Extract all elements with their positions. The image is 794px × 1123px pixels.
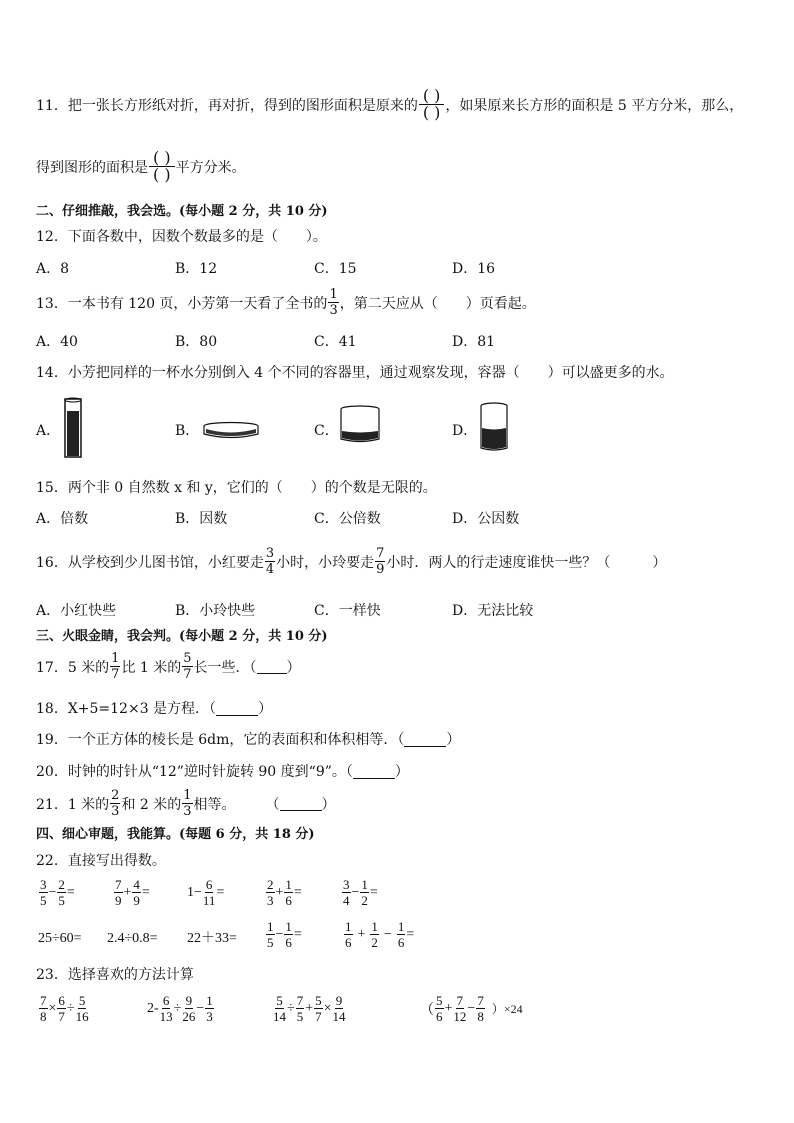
q22-stem: 22．直接写出得数。 <box>36 853 166 869</box>
q11-answer-fraction-2[interactable]: $\frac{( )}{( )}$ <box>149 150 175 183</box>
q11-text-1: 11．把一张长方形纸对折，再对折，得到的图形面积是原来的 <box>36 97 418 114</box>
q14-option-a[interactable]: A． <box>36 423 61 439</box>
q17-text-3: 长一些．（ <box>193 659 257 676</box>
q23-2-op1: ÷ <box>173 1000 182 1016</box>
q22-10-num-c: 1 <box>397 919 405 934</box>
q13-text-2: ，第二天应从（ ）页看起。 <box>339 295 536 312</box>
q17-fraction-1: $\frac{1}{7}$ <box>111 651 120 682</box>
q23-3-num-a: 5 <box>276 993 283 1008</box>
q23-4-den-b: 12 <box>453 1009 467 1024</box>
q13-option-a[interactable]: A．40 <box>36 334 78 350</box>
q22-4-num-b: 1 <box>285 877 292 892</box>
q22-9-den-b: 6 <box>285 935 292 950</box>
q19-text: 19．一个正方体的棱长是 6dm，它的表面积和体积相等．（ <box>36 732 405 748</box>
q15-option-d[interactable]: D．公因数 <box>452 511 520 527</box>
q21-close: ） <box>321 796 336 813</box>
q22-5-den-b: 2 <box>361 893 368 908</box>
q23-4-right-paren: ）×24 <box>491 1002 523 1016</box>
q11-text-2: ，如果原来长方形的面积是 5 平方分米，那么， <box>445 97 744 114</box>
q18-close: ） <box>258 701 273 717</box>
q17-fraction-2: $\frac{5}{7}$ <box>183 651 192 682</box>
q13-option-c[interactable]: C．41 <box>314 334 357 350</box>
q23-2-den-a: 13 <box>159 1009 173 1024</box>
q23-4-num-c: 7 <box>477 993 484 1008</box>
q21-fraction-2: $\frac{1}{3}$ <box>183 788 192 819</box>
q22-1-den-a: 5 <box>40 893 47 908</box>
q16-text-2: 小时，小玲要走 <box>276 554 375 571</box>
q23-2-lead: 2- <box>147 1000 159 1016</box>
q22-item-4 <box>265 878 302 907</box>
q22-2-op: + <box>123 884 132 900</box>
q19-close: ） <box>446 732 461 748</box>
q16-stem <box>36 547 666 576</box>
q22-9-eq: = <box>293 926 302 942</box>
q22-4-eq: = <box>293 884 302 900</box>
q23-3-den-b: 5 <box>296 1009 304 1024</box>
q12-option-d[interactable]: D．16 <box>452 261 496 277</box>
q22-3-den: 11 <box>202 893 216 908</box>
q22-5-den-a: 4 <box>343 893 350 908</box>
q23-2-den-b: 26 <box>182 1009 196 1024</box>
q15-option-b[interactable]: B．因数 <box>175 511 228 527</box>
q21-fraction-1: $\frac{2}{3}$ <box>111 788 120 819</box>
q22-1-num-b: 2 <box>58 877 65 892</box>
q22-item-1 <box>38 878 75 907</box>
q22-1-num-a: 3 <box>40 877 47 892</box>
q16-option-d[interactable]: D．无法比较 <box>452 603 534 619</box>
q15-option-a[interactable]: A．倍数 <box>36 511 89 527</box>
q23-3-op1: ÷ <box>287 1000 295 1016</box>
q23-3-op3: × <box>323 1000 332 1016</box>
q23-2-den-c: 3 <box>206 1009 213 1024</box>
q14-option-b[interactable]: B． <box>175 423 200 439</box>
q17-text-4: ） <box>286 659 301 676</box>
q22-3-eq: = <box>216 884 225 900</box>
q20-text: 20．时钟的时针从“12”逆时针旋转 90 度到“9”。（ <box>36 764 353 780</box>
q22-5-num-b: 1 <box>361 877 368 892</box>
q23-stem: 23．选择喜欢的方法计算 <box>36 967 194 983</box>
q22-10-eq: = <box>406 926 415 942</box>
q13-option-d[interactable]: D．81 <box>452 334 496 350</box>
q22-9-op: − <box>275 926 284 942</box>
q20-line <box>36 761 409 781</box>
q23-4-den-a: 6 <box>436 1009 443 1024</box>
q23-3-num-d: 9 <box>335 993 343 1008</box>
q22-5-op: − <box>351 884 360 900</box>
q23-4-num-b: 7 <box>456 993 464 1008</box>
q17-answer-blank[interactable] <box>257 659 287 674</box>
q22-item-5 <box>341 878 378 907</box>
q23-1-num-b: 6 <box>58 993 65 1008</box>
q22-5-num-a: 3 <box>343 877 350 892</box>
q22-10-op2: − <box>383 926 392 942</box>
wide-flat-container-icon <box>202 421 260 441</box>
q23-2-num-c: 1 <box>206 993 213 1008</box>
q23-2-op2: − <box>196 1000 205 1016</box>
q13-stem <box>36 288 536 317</box>
q16-option-c[interactable]: C．一样快 <box>314 603 381 619</box>
q23-4-left-paren: （ <box>420 1002 434 1018</box>
q23-expression-2 <box>147 994 215 1023</box>
q22-3-num: 6 <box>205 877 213 892</box>
q23-3-den-a: 14 <box>273 1009 286 1024</box>
q13-option-b[interactable]: B．80 <box>175 334 218 350</box>
q12-option-b[interactable]: B．12 <box>175 261 218 277</box>
q14-option-d[interactable]: D． <box>452 423 478 439</box>
q23-2-num-b: 9 <box>185 993 193 1008</box>
q22-2-den-a: 9 <box>115 893 122 908</box>
q23-1-den-a: 8 <box>40 1009 47 1024</box>
q11-line1 <box>36 88 743 121</box>
q11-text-4: 平方分米。 <box>175 159 246 176</box>
q22-item-3 <box>187 878 224 907</box>
q22-1-den-b: 5 <box>58 893 65 908</box>
q23-expression-1 <box>38 994 90 1023</box>
q22-4-num-a: 2 <box>267 877 274 892</box>
q23-1-den-c: 16 <box>75 1009 89 1024</box>
section-2-heading: 二、仔细推敲，我会选。(每小题 2 分，共 10 分) <box>36 204 328 219</box>
q22-2-eq: = <box>141 884 150 900</box>
q22-item-10 <box>343 920 414 949</box>
q22-1-eq: = <box>66 884 75 900</box>
q23-3-den-d: 14 <box>332 1009 346 1024</box>
q23-1-op2: ÷ <box>66 1000 75 1016</box>
q22-10-num-b: 1 <box>371 919 378 934</box>
q19-answer-blank[interactable] <box>404 732 446 747</box>
q18-answer-blank[interactable] <box>216 701 258 716</box>
q22-4-den-b: 6 <box>285 893 292 908</box>
q11-text-3: 得到图形的面积是 <box>36 159 148 176</box>
q23-4-num-a: 5 <box>436 993 443 1008</box>
q22-item-2 <box>113 878 150 907</box>
q22-10-den-b: 2 <box>371 935 378 950</box>
q22-2-num-b: 4 <box>133 877 140 892</box>
q12-option-a[interactable]: A．8 <box>36 261 70 277</box>
q22-3-lead: 1− <box>187 884 202 900</box>
q16-text-3: 小时．两人的行走速度谁快一些？（ ） <box>386 554 667 571</box>
q22-10-num-a: 1 <box>345 919 352 934</box>
q22-1-op: − <box>48 884 57 900</box>
q22-10-den-a: 6 <box>345 935 352 950</box>
q17-text-2: 比 1 米的 <box>121 659 182 676</box>
q23-3-num-c: 5 <box>315 993 322 1008</box>
medium-container-icon <box>478 402 510 454</box>
q22-9-den-a: 5 <box>267 935 274 950</box>
q22-2-den-b: 9 <box>133 893 140 908</box>
q23-2-num-a: 6 <box>162 993 170 1008</box>
q23-3-op2: + <box>305 1000 314 1016</box>
tall-narrow-container-icon <box>63 397 83 459</box>
q16-option-a[interactable]: A．小红快些 <box>36 603 117 619</box>
q22-10-op1: + <box>357 926 366 942</box>
q23-1-num-c: 5 <box>78 993 86 1008</box>
q14-option-c[interactable]: C． <box>314 423 339 439</box>
section-3-heading: 三、火眼金睛，我会判。(每小题 2 分，共 10 分) <box>36 629 328 644</box>
q21-line <box>36 789 336 818</box>
q23-4-op1: + <box>444 1000 453 1016</box>
q19-line <box>36 729 460 749</box>
q23-1-den-b: 7 <box>58 1009 65 1024</box>
q22-9-num-a: 1 <box>267 919 274 934</box>
q11-line2 <box>36 150 246 183</box>
q22-item-7: 2.4÷0.8= <box>107 931 158 946</box>
q23-expression-4 <box>420 994 523 1023</box>
q22-item-9 <box>265 920 302 949</box>
q16-text-1: 16．从学校到少儿图书馆，小红要走 <box>36 554 264 571</box>
q23-expression-3 <box>272 994 347 1023</box>
q23-4-op2: − <box>467 1000 476 1016</box>
q21-open: （ <box>265 796 280 813</box>
q11-answer-fraction-1[interactable]: $\frac{( )}{( )}$ <box>419 88 445 121</box>
q22-item-6: 25÷60= <box>38 931 82 946</box>
q17-line <box>36 652 301 681</box>
q22-item-8: 22＋33= <box>187 931 237 946</box>
q23-3-num-b: 7 <box>296 993 304 1008</box>
q17-text-1: 17．5 米的 <box>36 659 110 676</box>
q15-option-c[interactable]: C．公倍数 <box>314 511 381 527</box>
q15-stem: 15．两个非 0 自然数 x 和 y，它们的（ ）的个数是无限的。 <box>36 480 437 496</box>
q16-option-b[interactable]: B．小玲快些 <box>175 603 256 619</box>
q23-4-den-c: 8 <box>477 1009 484 1024</box>
q23-1-num-a: 7 <box>40 993 47 1008</box>
q23-3-den-c: 7 <box>315 1009 322 1024</box>
q21-text-2: 和 2 米的 <box>121 796 182 813</box>
q22-4-op: + <box>275 884 284 900</box>
q12-option-c[interactable]: C．15 <box>314 261 357 277</box>
q12-stem: 12．下面各数中，因数个数最多的是（ ）。 <box>36 229 327 245</box>
q13-text-1: 13．一本书有 120 页，小芳第一天看了全书的 <box>36 295 328 312</box>
q21-text-3: 相等。 <box>193 796 236 813</box>
q22-2-num-a: 7 <box>115 877 122 892</box>
q13-fraction: $\frac{1}{3}$ <box>329 287 338 318</box>
q22-9-num-b: 1 <box>285 919 292 934</box>
q16-fraction-1: $\frac{3}{4}$ <box>265 546 275 577</box>
q21-text-1: 21．1 米的 <box>36 796 110 813</box>
q22-4-den-a: 3 <box>267 893 274 908</box>
q16-fraction-2: $\frac{7}{9}$ <box>376 546 385 577</box>
q22-10-den-c: 6 <box>397 935 405 950</box>
section-4-heading: 四、细心审题，我能算。(每题 6 分，共 18 分) <box>36 827 315 842</box>
q21-answer-blank[interactable] <box>280 796 322 811</box>
q14-stem: 14．小芳把同样的一杯水分别倒入 4 个不同的容器里，通过观察发现，容器（ ）可以盛更多的水。 <box>36 365 674 381</box>
q20-answer-blank[interactable] <box>353 764 395 779</box>
wide-short-container-icon <box>339 405 381 445</box>
q18-text: 18．X+5=12×3 是方程．（ <box>36 701 217 717</box>
q23-1-op1: × <box>48 1000 57 1016</box>
q20-close: ） <box>394 764 409 780</box>
q18-line <box>36 698 272 718</box>
q22-5-eq: = <box>369 884 378 900</box>
